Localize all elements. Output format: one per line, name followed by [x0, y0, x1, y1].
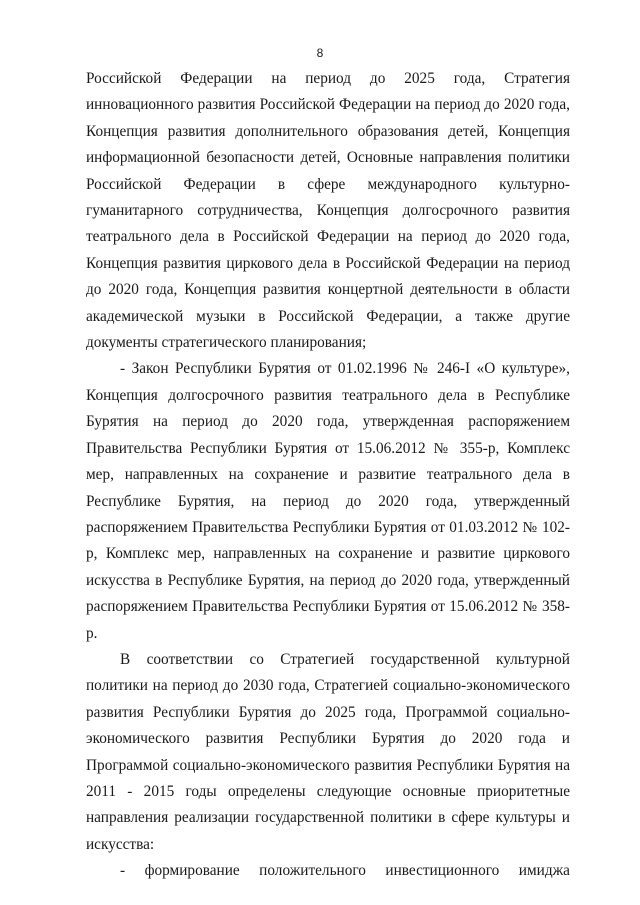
page-number: 8: [316, 46, 324, 60]
list-word: формирование: [144, 862, 240, 880]
list-word: имиджа: [518, 862, 570, 880]
paragraph-priorities-intro: В соответствии со Стратегией государственной культурной политики на период до 2030 года, Стратегией социально-экономического развития Республики Бурятия до 2025 года, Программой социально-экономического развития Республики Бурятия до 2020 года и Программой социально-экономического развития Республики Бурятия на 2011 - 2015 годы определены следующие основные приоритетные направления реализации государственной политики в сфере культуры и искусства:: [86, 650, 570, 853]
paragraph-buryatia-laws: - Закон Республики Бурятия от 01.02.1996 № 246-I «О культуре», Концепция долгосрочного развития театрального дела в Республике Бурятия на период до 2020 года, утвержденная распоряжением Правительства Республики Бурятия от 15.06.2012 № 355-р, Комплекс мер, направленных на сохранение и развитие театрального дела в Республике Бурятия, на период до 2020 года, утвержденный распоряжением Правительства Республики Бурятия от 01.03.2012 № 102-р, Комплекс мер, направленных на сохранение и развитие циркового искусства в Республике Бурятия, на период до 2020 года, утвержденный распоряжением Правительства Республики Бурятия от 15.06.2012 № 358-р.: [86, 360, 570, 642]
list-word: положительного: [259, 862, 366, 880]
list-dash: -: [120, 862, 126, 880]
list-item-investment-image: [86, 858, 570, 884]
list-word: инвестиционного: [385, 862, 500, 880]
document-body: [86, 66, 570, 885]
paragraph-strategic-documents: Российской Федерации на период до 2025 года, Стратегия инновационного развития Российской Федерации на период до 2020 года, Концепция развития дополнительного образования детей, Концепция информационной безопасности детей, Основные направления политики Российской Федерации в сфере международного культурно-гуманитарного сотрудничества, Концепция долгосрочного развития театрального дела в Российской Федерации на период до 2020 года, Концепция развития циркового дела в Российской Федерации на период до 2020 года, Концепция развития концертной деятельности в области академической музыки в Российской Федерации, а также другие документы стратегического планирования;: [86, 70, 570, 352]
